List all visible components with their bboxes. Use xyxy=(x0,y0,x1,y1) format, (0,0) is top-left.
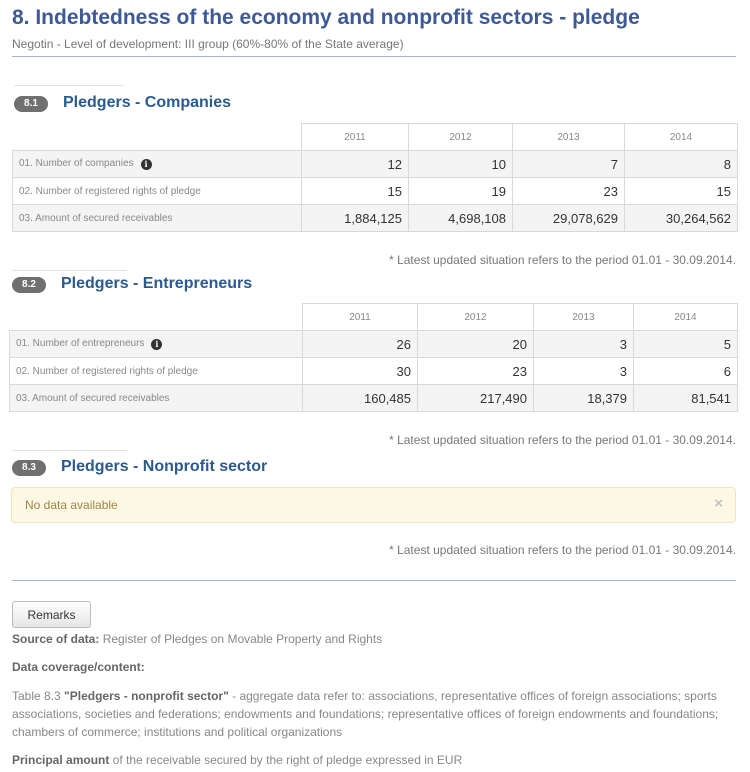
principal-label: Principal amount xyxy=(12,753,110,767)
header-divider xyxy=(12,56,736,57)
coverage-label: Data coverage/content: xyxy=(12,660,145,674)
table-cell: 5 xyxy=(634,331,738,358)
table-cell: 26 xyxy=(303,331,418,358)
table-ref: Table 8.3 xyxy=(12,689,61,703)
table-cell: 19 xyxy=(409,178,513,205)
year-header: 2012 xyxy=(418,304,534,331)
section-divider xyxy=(14,85,124,86)
section-divider xyxy=(12,450,127,451)
row-label: 03. Amount of secured receivables xyxy=(13,205,302,232)
table-cell: 81,541 xyxy=(634,385,738,412)
table-cell: 10 xyxy=(409,151,513,178)
year-header: 2013 xyxy=(534,304,634,331)
source-text: Register of Pledges on Movable Property and Rights xyxy=(102,632,383,646)
table-row xyxy=(13,178,738,205)
section-badge: 8.3 xyxy=(12,460,46,476)
table-cell: 6 xyxy=(634,358,738,385)
table-cell: 20 xyxy=(418,331,534,358)
row-label: 02. Number of registered rights of pledge xyxy=(13,178,302,205)
section-title: Pledgers - Nonprofit sector xyxy=(61,458,268,475)
entrepreneurs-table xyxy=(9,303,738,412)
table-row xyxy=(13,205,738,232)
table-header-row xyxy=(13,124,738,151)
table-cell: 23 xyxy=(513,178,625,205)
footnote: * Latest updated situation refers to the period 01.01 - 30.09.2014. xyxy=(389,543,736,557)
table-cell: 160,485 xyxy=(303,385,418,412)
year-header: 2011 xyxy=(303,304,418,331)
section-title: Pledgers - Companies xyxy=(63,94,232,111)
table-cell: 23 xyxy=(418,358,534,385)
year-header: 2013 xyxy=(513,124,625,151)
principal-line xyxy=(12,751,462,769)
remarks-divider xyxy=(12,580,736,581)
companies-table xyxy=(12,123,738,232)
table-cell: 12 xyxy=(302,151,409,178)
table-cell: 29,078,629 xyxy=(513,205,625,232)
page-title: 8. Indebtedness of the economy and nonprofit sectors - pledge xyxy=(12,6,640,29)
table-cell: 3 xyxy=(534,358,634,385)
table-cell: 30,264,562 xyxy=(625,205,738,232)
no-data-alert xyxy=(11,487,736,523)
coverage-line xyxy=(12,658,145,676)
table-cell: 4,698,108 xyxy=(409,205,513,232)
section-badge: 8.2 xyxy=(12,277,46,293)
row-label: 01. Number of companies xyxy=(19,158,134,169)
year-header: 2012 xyxy=(409,124,513,151)
section-title: Pledgers - Entrepreneurs xyxy=(61,275,253,292)
row-label: 01. Number of entrepreneurs xyxy=(16,338,145,349)
year-header: 2014 xyxy=(625,124,738,151)
table-cell: 8 xyxy=(625,151,738,178)
remarks-button[interactable]: Remarks xyxy=(12,601,91,628)
section-badge: 8.1 xyxy=(14,96,48,112)
table-name: "Pledgers - nonprofit sector" xyxy=(64,689,229,703)
footnote: * Latest updated situation refers to the period 01.01 - 30.09.2014. xyxy=(389,433,736,447)
table-cell: 7 xyxy=(513,151,625,178)
year-header: 2011 xyxy=(302,124,409,151)
row-label: 03. Amount of secured receivables xyxy=(10,385,303,412)
table-row xyxy=(10,331,738,358)
table-row xyxy=(13,151,738,178)
table-cell: 217,490 xyxy=(418,385,534,412)
principal-text: of the receivable secured by the right of pledge expressed in EUR xyxy=(112,753,463,767)
source-line xyxy=(12,630,382,648)
footnote: * Latest updated situation refers to the period 01.01 - 30.09.2014. xyxy=(389,253,736,267)
page-subtitle: Negotin - Level of development: III group (60%-80% of the State average) xyxy=(12,37,404,51)
table-row xyxy=(10,385,738,412)
table-row xyxy=(10,358,738,385)
coverage-description xyxy=(12,687,738,741)
source-label: Source of data: xyxy=(12,632,100,646)
info-icon[interactable]: i xyxy=(141,159,152,170)
section-divider xyxy=(12,270,127,271)
table-cell: 30 xyxy=(303,358,418,385)
table-header-row xyxy=(10,304,738,331)
year-header: 2014 xyxy=(634,304,738,331)
alert-message: No data available xyxy=(25,498,118,512)
close-icon[interactable]: × xyxy=(714,495,723,512)
table-cell: 15 xyxy=(625,178,738,205)
table-cell: 3 xyxy=(534,331,634,358)
info-icon[interactable]: i xyxy=(151,339,162,350)
table-cell: 18,379 xyxy=(534,385,634,412)
table-cell: 15 xyxy=(302,178,409,205)
table-cell: 1,884,125 xyxy=(302,205,409,232)
coverage-text: - aggregate data refer to: associations, representative offices of foreign associations; sports associations, societies and federations; endowments and foundations; representative offices of foreign endowments and foundations; chambers of commerce; institutions and political organizations xyxy=(12,689,719,739)
row-label: 02. Number of registered rights of pledge xyxy=(10,358,303,385)
